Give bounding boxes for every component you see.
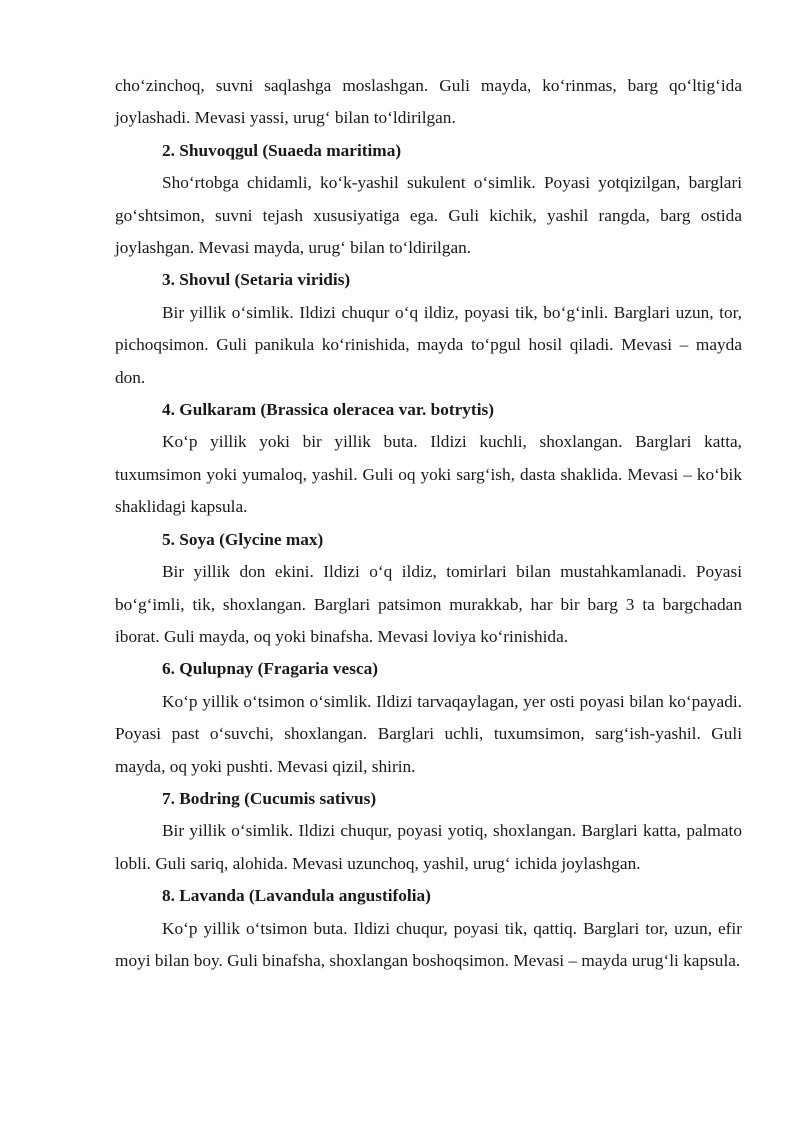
section-heading-bodring: 7. Bodring (Cucumis sativus): [162, 788, 377, 808]
paragraph-shovul: Bir yillik o‘simlik. Ildizi chuqur o‘q ildiz, poyasi tik, bo‘g‘inli. Barglari uzun, tor, pichoqsimon. Guli panikula ko‘rinishida, mayda to‘pgul hosil qiladi. Mevasi – mayda don.: [115, 302, 742, 387]
section-heading-gulkaram: 4. Gulkaram (Brassica oleracea var. botrytis): [162, 400, 494, 420]
paragraph-gulkaram: Ko‘p yillik yoki bir yillik buta. Ildizi kuchli, shoxlangan. Barglari katta, tuxumsimon yoki yumaloq, yashil. Guli oq yoki sarg‘ish, dasta shaklida. Mevasi – ko‘bik shaklidagi kapsula.: [115, 432, 742, 517]
section-heading-soya: 5. Soya (Glycine max): [162, 529, 324, 549]
paragraph-lavanda: Ko‘p yillik o‘tsimon buta. Ildizi chuqur, poyasi tik, qattiq. Barglari tor, uzun, efir moyi bilan boy. Guli binafsha, shoxlangan boshoqsimon. Mevasi – mayda urug‘li kapsula.: [115, 918, 742, 970]
paragraph-bodring: Bir yillik o‘simlik. Ildizi chuqur, poyasi yotiq, shoxlangan. Barglari katta, palmato lobli. Guli sariq, alohida. Mevasi uzunchoq, yashil, urug‘ ichida joylashgan.: [115, 821, 742, 873]
paragraph-continuation: cho‘zinchoq, suvni saqlashga moslashgan. Guli mayda, ko‘rinmas, barg qo‘ltig‘ida joylashadi. Mevasi yassi, urug‘ bilan to‘ldirilgan.: [115, 76, 742, 128]
paragraph-soya: Bir yillik don ekini. Ildizi o‘q ildiz, tomirlari bilan mustahkamlanadi. Poyasi bo‘g‘imli, tik, shoxlangan. Barglari patsimon murakkab, har bir barg 3 ta bargchadan iborat. Guli mayda, oq yoki binafsha. Mevasi loviya ko‘rinishida.: [115, 562, 742, 646]
paragraph-qulupnay: Ko‘p yillik o‘tsimon o‘simlik. Ildizi tarvaqaylagan, yer osti poyasi bilan ko‘payadi. Poyasi past o‘suvchi, shoxlangan. Barglari uchli, tuxumsimon, sarg‘ish-yashil. Guli mayda, oq yoki pushti. Mevasi qizil, shirin.: [115, 691, 742, 776]
paragraph-shuvoqgul: Sho‘rtobga chidamli, ko‘k-yashil sukulent o‘simlik. Poyasi yotqizilgan, barglari go‘shtsimon, suvni tejash xususiyatiga ega. Guli kichik, yashil rangda, barg ostida joylashgan. Mevasi mayda, urug‘ bilan to‘ldirilgan.: [115, 173, 742, 258]
section-heading-qulupnay: 6. Qulupnay (Fragaria vesca): [162, 659, 379, 679]
section-heading-shuvoqgul: 2. Shuvoqgul (Suaeda maritima): [162, 140, 402, 160]
section-heading-shovul: 3. Shovul (Setaria viridis): [162, 270, 351, 290]
section-heading-lavanda: 8. Lavanda (Lavandula angustifolia): [162, 886, 431, 906]
document-page: [115, 70, 742, 977]
